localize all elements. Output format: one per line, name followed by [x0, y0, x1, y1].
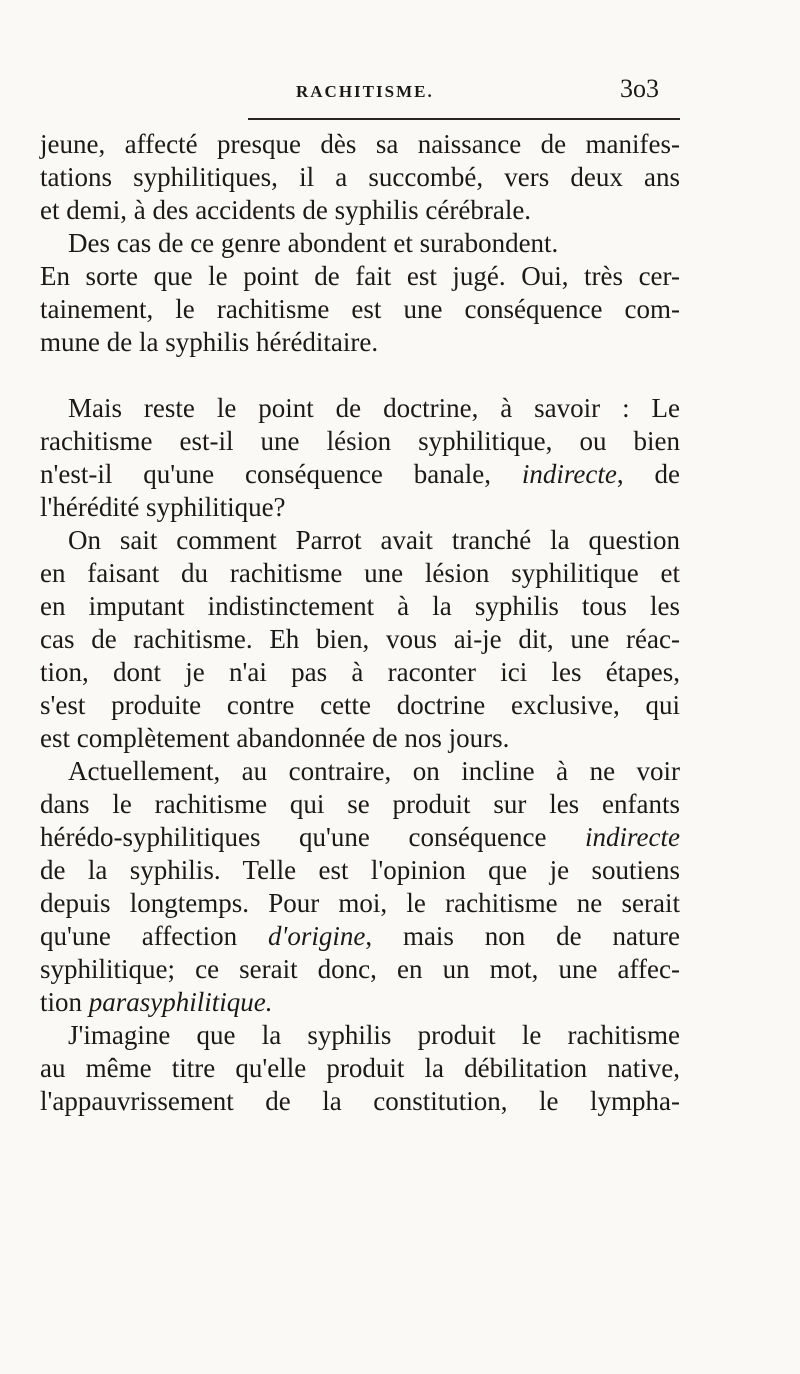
- text-line: l'appauvrissement de la constitution, le lympha-: [40, 1086, 680, 1116]
- text-line: syphilitique; ce serait donc, en un mot, une affec-: [40, 954, 680, 984]
- text-line: est complètement abandonnée de nos jours.: [40, 723, 510, 753]
- paragraph-gap: [40, 359, 680, 392]
- italic-term: parasyphilitique.: [88, 987, 273, 1017]
- text-line: Actuellement, au contraire, on incline à ne voir: [68, 756, 680, 786]
- text-line: tations syphilitiques, il a succombé, vers deux ans: [40, 162, 680, 192]
- text-line: En sorte que le point de fait est jugé. Oui, très cer-: [40, 261, 680, 291]
- text-fragment: qu'une affection: [40, 921, 269, 951]
- text-fragment: , mais non de nature: [365, 921, 680, 951]
- text-line: cas de rachitisme. Eh bien, vous ai-je dit, une réac-: [40, 624, 680, 654]
- text-fragment: n'est-il qu'une conséquence banale,: [40, 459, 522, 489]
- body-text: [40, 128, 680, 1118]
- text-fragment: tion: [40, 987, 89, 1017]
- text-line: Mais reste le point de doctrine, à savoir : Le: [68, 393, 680, 423]
- header-rule: [248, 118, 680, 120]
- text-fragment: hérédo-syphilitiques qu'une conséquence: [40, 822, 586, 852]
- text-fragment: , de: [616, 459, 680, 489]
- text-line: de la syphilis. Telle est l'opinion que je soutiens: [40, 855, 680, 885]
- text-line: s'est produite contre cette doctrine exclusive, qui: [40, 690, 680, 720]
- page-number: 3o3: [620, 74, 659, 103]
- text-line: jeune, affecté presque dès sa naissance de manifes-: [40, 129, 680, 159]
- text-line: et demi, à des accidents de syphilis cérébrale.: [40, 195, 532, 225]
- text-line: depuis longtemps. Pour moi, le rachitisme ne serait: [40, 888, 680, 918]
- text-line: rachitisme est-il une lésion syphilitique, ou bien: [40, 426, 680, 456]
- running-title: RACHITISME.: [296, 82, 434, 101]
- italic-term: d'origine: [268, 921, 366, 951]
- text-line: dans le rachitisme qui se produit sur les enfants: [40, 789, 680, 819]
- text-line: tion, dont je n'ai pas à raconter ici les étapes,: [40, 657, 680, 687]
- italic-term: indirecte: [585, 822, 680, 852]
- text-line: au même titre qu'elle produit la débilitation native,: [40, 1053, 680, 1083]
- text-line: [40, 458, 680, 491]
- text-line: tainement, le rachitisme est une conséquence com-: [40, 294, 680, 324]
- text-line: [40, 920, 680, 953]
- page-header: [0, 70, 800, 110]
- text-line: en faisant du rachitisme une lésion syphilitique et: [40, 558, 680, 588]
- text-line: en imputant indistinctement à la syphilis tous les: [40, 591, 680, 621]
- text-line: On sait comment Parrot avait tranché la question: [68, 525, 680, 555]
- text-line: [40, 821, 680, 854]
- italic-term: indirecte: [521, 459, 617, 489]
- text-line: Des cas de ce genre abondent et surabondent.: [68, 228, 559, 258]
- text-line: [40, 986, 680, 1019]
- text-line: l'hérédité syphilitique?: [40, 492, 286, 522]
- text-line: mune de la syphilis héréditaire.: [40, 327, 379, 357]
- text-line: J'imagine que la syphilis produit le rachitisme: [68, 1020, 680, 1050]
